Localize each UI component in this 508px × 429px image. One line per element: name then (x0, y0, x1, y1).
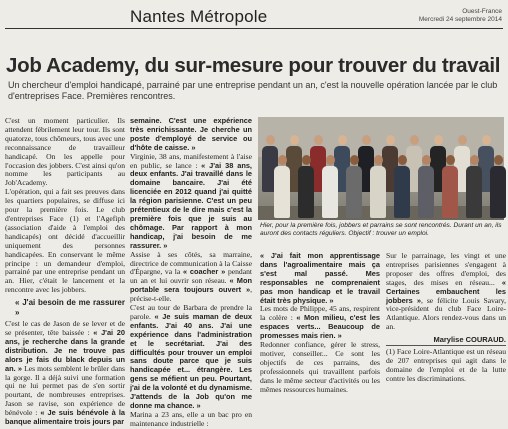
author-signature: Marylise COURAUD. (433, 335, 506, 345)
paragraph: Les mots de Philippe, 45 ans, respirent la colère : « Mon milieu, c'est les espaces verts... Beaucoup de promesses mais rien. » (260, 304, 381, 341)
paragraph: semaine. C'est une expérience très enrichissante. Je cherche un poste d'employé de service ou d'hôte de caisse. » (130, 116, 252, 152)
photo-person (346, 155, 362, 218)
article-column-2 (130, 116, 252, 428)
paragraph: C'est au tour de Barbara de prendre la parole. « Je suis maman de deux enfants. J'ai 40 ans. J'ai une expérience dans l'administration et le secrétariat. J'ai des difficultés pour trouver un emploi sans doute parce que je suis handicapée et... étrangère. Les gens se méfient un peu. Pourtant, j'ai de la volonté et du dynamisme. J'attends de la Job qu'on me donne ma chance. » (130, 303, 252, 410)
photo-person (442, 155, 458, 218)
photo-person (370, 155, 386, 218)
photo-person (418, 155, 434, 218)
paragraph: Assise à ses côtés, sa marraine, directrice de communication à la Caisse d'Épargne, va la « coacher » pendant un an et lui ouvrir son réseau. « Mon portable sera toujours ouvert », précise-t-elle. (130, 249, 252, 304)
pull-quote: « J'ai besoin de me rassurer » (15, 298, 125, 317)
section-title: Nantes Métropole (130, 7, 268, 26)
paragraph: C'est le cas de Jason de se lever et de se présenter, tête baissée : « J'ai 20 ans, je recherche dans la grande distribution. Je ne trouve pas alors je fais du black depuis un an. » Les mots semblent le brûler dans la gorge. Il a déjà suivi une formation qui ne lui permet pas de s'en sortir pourtant, de nombreuses entreprises. Jason se ravise, son expérience de bénévole : « Je suis bénévole à la banque alimentaire trois jours par (5, 319, 126, 427)
masthead-meta (419, 8, 502, 24)
publication-date: Mercredi 24 septembre 2014 (418, 16, 502, 23)
footnote: (1) Face Loire-Atlantique est un réseau de 207 entreprises qui agit dans le domaine de l'emploi et de la lutte contre les discriminations. (386, 347, 506, 383)
photo-person (274, 155, 290, 218)
article-headline: Job Academy, du sur-mesure pour trouver du travail (6, 54, 501, 77)
paragraph: Sur le parrainage, les vingt et une entreprises parisiennes s'engagent à proposer des offres d'emploi, des stages, des mises en réseau... « Certaines embauchent les jobbers », se félicite Louis Savary, vice-président du club Face Loire-Atlantique. Alors rendez-vous dans un an. (386, 251, 507, 332)
paragraph: Redonner confiance, gérer le stress, motiver, conseiller... Ce sont les objectifs de ces parrains, des professionnels qui travaillent parfois dans le même secteur d'activités ou les mêmes ressources humaines. (260, 340, 380, 394)
photo-person (490, 155, 506, 218)
paragraph: « J'ai fait mon apprentissage dans l'agroalimentaire mais ça s'est mal passé. Mes responsables ne comprenaient pas mon handicap et le travail était très physique. » (260, 251, 380, 305)
photo-caption: Hier, pour la première fois, jobbers et parrains se sont rencontrés. Durant un an, ils auront des contacts réguliers. Objectif : trouver un emploi. (260, 222, 502, 237)
article-column-3 (260, 252, 380, 400)
paragraph: C'est un moment particulier. Ils attendent fébrilement leur tour. Ils sont quatorze, tous chômeurs, tous avec une reconnaissance de travailleur handicapé. On les appelle pour l'occasion des jobbers. C'est ainsi qu'on nomme les participants au Job'Academy. (5, 116, 125, 188)
article-column-4 (386, 252, 506, 400)
paragraph: L'opération, qui a fait ses preuves dans les quartiers populaires, se diffuse ici pour la première fois. Le club d'entreprises Face (1) et l'Agefiph (association d'aide à l'emploi des handicapés) ont décidé d'accueillir uniquement des personnes handicapées. En conservant le même principe : un demandeur d'emploi, parrainé par une entreprise pendant un an. Hier, c'était le lancement et la rencontre avec les jobbers. (5, 187, 125, 295)
paragraph: Marina a 23 ans, elle a un bac pro en maintenance industrielle : (130, 409, 252, 428)
photo-person (298, 155, 314, 218)
photo-person (466, 155, 482, 218)
group-photo (258, 117, 504, 220)
header-rule (5, 28, 503, 29)
photo-person (322, 155, 338, 218)
article-standfirst: Un chercheur d'emploi handicapé, parrainé par une entreprise pendant un an, c'est la nouvelle opération lancée par le club d'entreprises Face. Premières rencontres. (8, 80, 498, 101)
article-column-1 (5, 116, 126, 427)
newspaper-name: Ouest-France (462, 8, 502, 15)
paragraph: Virginie, 38 ans, manifestement à l'aise en public, se lance : « J'ai 38 ans, deux enfants. J'ai travaillé dans le domaine bancaire. J'ai été licenciée en 2012 quand j'ai quitté la région parisienne. C'est un peu prétentieux de le dire mais c'est la première fois que je suis au chômage. Par rapport à mon handicap, j'ai besoin de me rassurer. » (130, 151, 252, 250)
photo-person (394, 155, 410, 218)
